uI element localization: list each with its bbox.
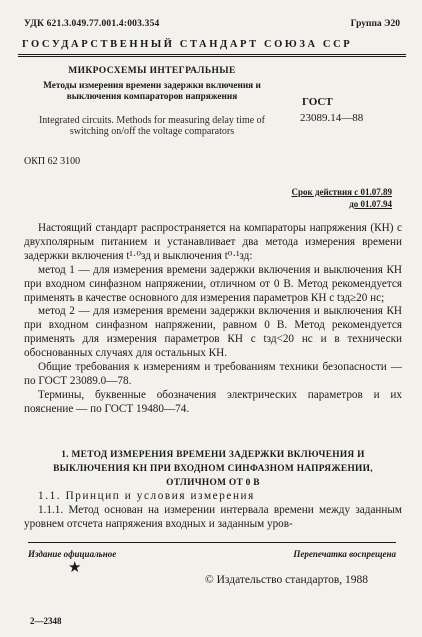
paragraph-terms: Термины, буквенные обозначения электрических параметров и их пояснение — по ГОСТ 19480—74. [24,388,402,415]
group-code: Группа Э20 [350,19,400,29]
validity-line-1: Срок действия с 01.07.89 [291,187,392,197]
official-edition: Издание официальное [28,549,117,559]
subsection-heading: 1.1. Принцип и условия измерения [38,490,255,502]
page-code: 2—2348 [30,616,62,626]
standard-body: ГОСУДАРСТВЕННЫЙ СТАНДАРТ СОЮЗА ССР [22,39,353,50]
title-en: Integrated circuits. Methods for measuring delay time of switching on/off the voltage comparators [38,115,266,137]
reprint-forbidden: Перепечатка воспрещена [293,549,396,559]
gost-number: 23089.14—88 [300,112,364,124]
gost-label: ГОСТ [302,96,333,108]
paragraph-requirements: Общие требования к измерениям и требованиям техники безопасности — по ГОСТ 23089.0—78. [24,361,402,387]
paragraph-method-2: метод 2 — для измерения времени задержки включения и выключения КН при входном синфазном напряжении, равном 0 В. Метод рекомендуется применять для измерения параметров КН с tзд<20 нс и в технически обоснованных случаях для остальных КН. [24,305,402,360]
header-rule-bottom [18,56,406,57]
copyright: © Издательство стандартов, 1988 [205,574,369,586]
section-1-body [24,490,402,532]
paragraph-intro: Настоящий стандарт распространяется на компараторы напряжения (КН) с двухполярным питанием и устанавливает два метода измерения времени задержки включения t¹·⁰зд и выключения t⁰·¹зд: [24,222,402,262]
star-icon: ★ [68,560,82,576]
title-ru-sub: Методы измерения времени задержки включения и выключения компараторов напряжения [43,81,261,102]
paragraph-method-1: метод 1 — для измерения времени задержки включения и выключения КН при входном синфазном напряжении, отличном от 0 В. Метод рекомендуется применять в качестве основного для измерения параметров КН с tзд≥20 нс; [24,263,402,304]
validity-line-2: до 01.07.94 [349,199,392,209]
section-1-heading: 1. МЕТОД ИЗМЕРЕНИЯ ВРЕМЕНИ ЗАДЕРЖКИ ВКЛЮЧЕНИЯ И ВЫКЛЮЧЕНИЯ КН ПРИ ВХОДНОМ СИНФАЗНОМ НАПРЯЖЕНИИ, ОТЛИЧНОМ ОТ 0 В [53,450,373,488]
okp-code: ОКП 62 3100 [24,156,81,167]
validity-block [212,186,392,210]
title-ru-main: МИКРОСХЕМЫ ИНТЕГРАЛЬНЫЕ [68,66,236,76]
intro-text [24,222,402,417]
footer-rule [28,542,396,543]
udk-code: УДК 621.3.049.77.001.4:003.354 [24,19,160,29]
paragraph-1-1-1: 1.1.1. Метод основан на измерении интервала времени между заданным уровнем отсчета напряжения входных и заданным уров- [24,503,402,530]
header-rule-top [18,54,406,55]
